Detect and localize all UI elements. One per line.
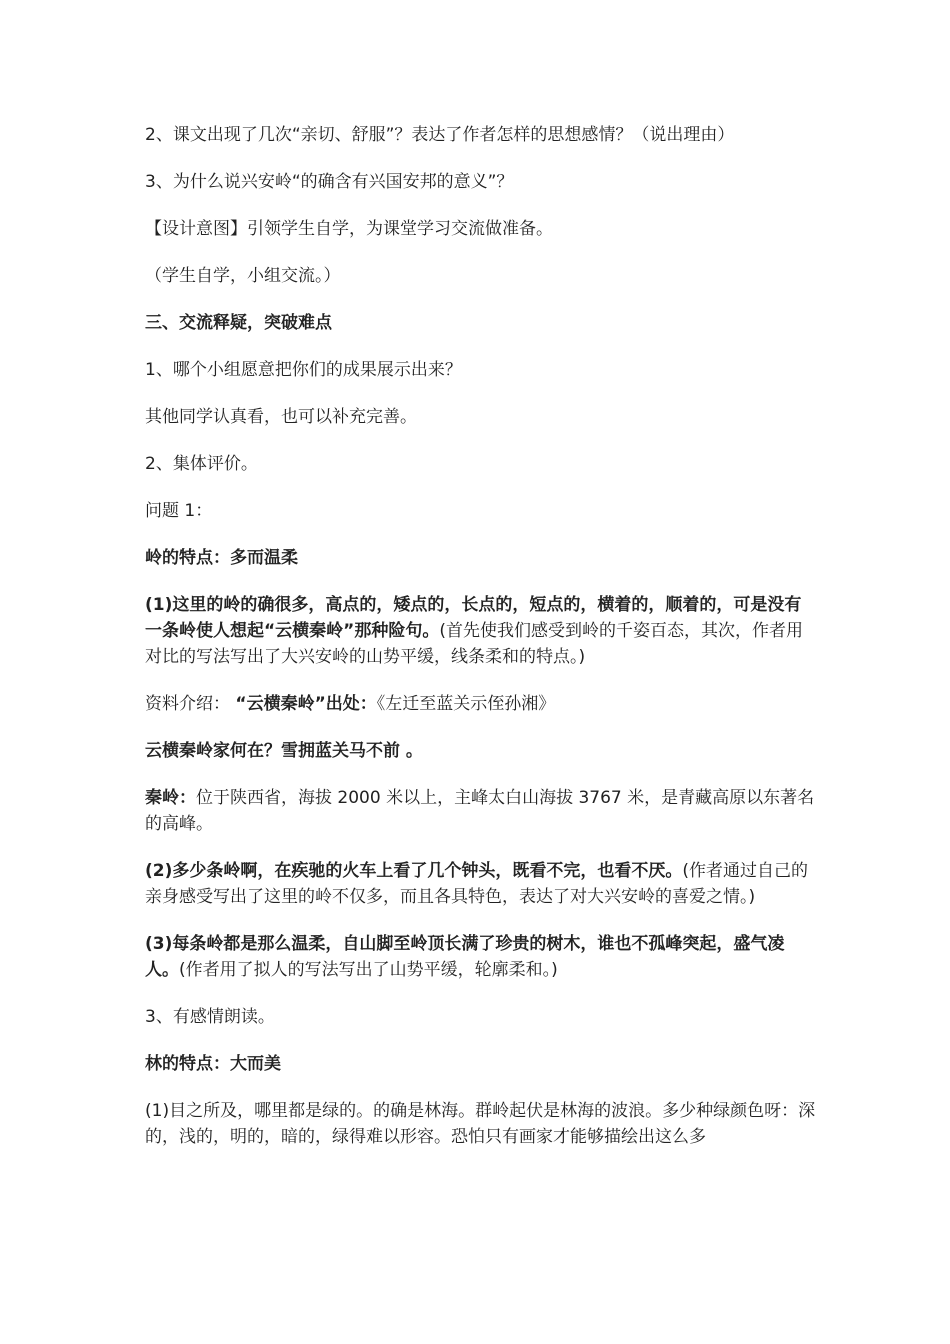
ling-point-2-note: (作者通过自己的亲身感受写出了这里的岭不仅多，而且各具特色，表达了对大兴安岭的喜爱之情。)	[145, 861, 809, 907]
step-1-note: 其他同学认真看，也可以补充完善。	[145, 407, 417, 427]
lin-point-1: (1)目之所及，哪里都是绿的。的确是林海。群岭起伏是林海的波浪。多少种绿颜色呀：深的，浅的，明的，暗的，绿得难以形容。恐怕只有画家才能够描绘出这么多	[145, 1101, 816, 1147]
question-3: 3、为什么说兴安岭“的确含有兴国安邦的意义”？	[145, 172, 514, 192]
qinling-label: 秦岭：	[145, 788, 196, 808]
ling-heading: 岭的特点：多而温柔	[145, 548, 298, 568]
ling-point-1-note: (首先使我们感受到岭的千姿百态，其次，作者用对比的写法写出了大兴安岭的山势平缓，线条柔和的特点。)	[145, 621, 803, 667]
ling-point-3	[145, 931, 817, 983]
ling-point-3-quote: (3)每条岭都是那么温柔，自山脚至岭顶长满了珍贵的树木，谁也不孤峰突起，盛气凌人。	[145, 934, 785, 980]
reference-title: “云横秦岭”出处：	[235, 694, 377, 714]
ling-point-1	[145, 592, 817, 670]
design-intent: 【设计意图】引领学生自学，为课堂学习交流做准备。	[145, 219, 553, 239]
ling-point-3-note: (作者用了拟人的写法写出了山势平缓，轮廓柔和。)	[179, 960, 558, 980]
qinling-info	[145, 785, 817, 837]
document-page	[145, 122, 817, 1171]
question-2: 2、课文出现了几次“亲切、舒服”？表达了作者怎样的思想感情？（说出理由）	[145, 125, 735, 145]
question-1-label: 问题 1：	[145, 501, 213, 521]
step-2: 2、集体评价。	[145, 454, 258, 474]
step-1: 1、哪个小组愿意把你们的成果展示出来？	[145, 360, 462, 380]
poem-line: 云横秦岭家何在？雪拥蓝关马不前 。	[145, 741, 423, 761]
section-3-heading: 三、交流释疑，突破难点	[145, 313, 332, 333]
reference-prefix: 资料介绍：	[145, 694, 230, 714]
ling-point-2-quote: (2)多少条岭啊，在疾驰的火车上看了几个钟头，既看不完，也看不厌。	[145, 861, 683, 881]
qinling-text: 位于陕西省，海拔 2000 米以上，主峰太白山海拔 3767 米，是青藏高原以东著名的高峰。	[145, 788, 815, 834]
ling-point-2	[145, 858, 817, 910]
step-3: 3、有感情朗读。	[145, 1007, 275, 1027]
reference-source: 《左迁至蓝关示侄孙湘》	[376, 694, 556, 714]
reference-line	[145, 691, 817, 717]
self-study-note: （学生自学，小组交流。）	[145, 266, 341, 286]
ling-point-1-quote: (1)这里的岭的确很多，高点的，矮点的，长点的，短点的，横着的，顺着的，可是没有一条岭使人想起“云横秦岭”那种险句。	[145, 595, 802, 641]
lin-heading: 林的特点：大而美	[145, 1054, 281, 1074]
